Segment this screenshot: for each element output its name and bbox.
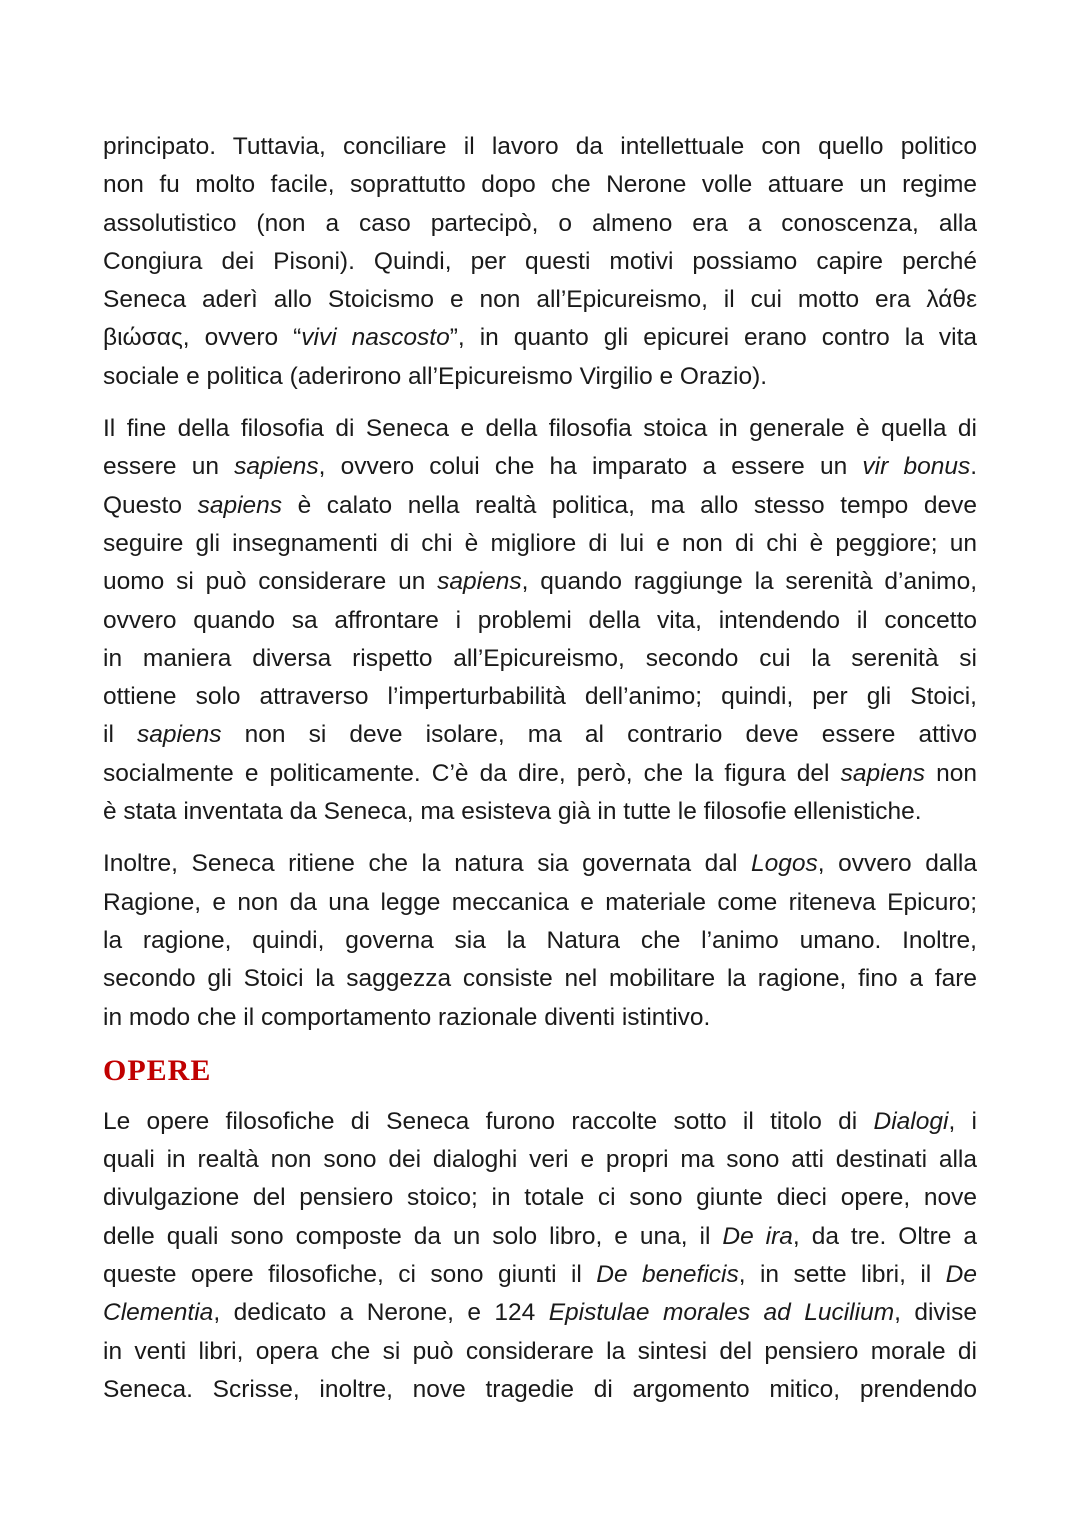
paragraph-sapiens [103,410,977,831]
italic-title: De ira [722,1222,793,1250]
italic-term: sapiens [137,721,222,749]
text-line: divulgazione del pensiero stoico; in totale ci sono giunte dieci opere, nove [103,1184,977,1212]
italic-term: vir bonus [862,453,971,481]
italic-title: Dialogi [873,1107,949,1135]
text-line: in venti libri, opera che si può considerare la sintesi del pensiero morale di [103,1337,977,1365]
italic-term: sapiens [197,491,283,519]
text-line: in modo che il comportamento razionale diventi istintivo. [103,1003,711,1031]
text-line: essere un sapiens, ovvero colui che ha imparato a essere un vir bonus. [103,453,978,481]
paragraph-logos [103,845,977,1036]
text-line: Le opere filosofiche di Seneca furono raccolte sotto il titolo di Dialogi, i [103,1107,977,1135]
text-line: secondo gli Stoici la saggezza consiste nel mobilitare la ragione, fino a fare [103,965,977,993]
text-line: ovvero quando sa affrontare i problemi della vita, intendendo il concetto [103,606,977,634]
italic-title: Epistulae morales ad Lucilium [548,1299,895,1327]
italic-title: De [945,1261,977,1289]
section-heading-opere: OPERE [103,1053,212,1087]
text-line: Seneca aderì allo Stoicismo e non all’Epicureismo, il cui motto era λάθε [103,286,977,314]
text-line: non fu molto facile, soprattutto dopo che Nerone volle attuare un regime [103,171,977,199]
italic-term: Logos [750,850,818,878]
text-line: il sapiens non si deve isolare, ma al contrario deve essere attivo [103,721,977,749]
text-line: sociale e politica (aderirono all’Epicureismo Virgilio e Orazio). [103,362,768,390]
italic-term: sapiens [437,568,522,596]
text-line: socialmente e politicamente. C’è da dire, però, che la figura del sapiens non [103,759,977,787]
document-page [103,128,977,1423]
text-line: la ragione, quindi, governa sia la Natura che l’animo umano. Inoltre, [103,926,977,954]
text-line: Inoltre, Seneca ritiene che la natura sia governata dal Logos, ovvero dalla [103,850,977,878]
text-line: assolutistico (non a caso partecipò, o almeno era a conoscenza, alla [103,209,977,237]
text-line: ottiene solo attraverso l’imperturbabilità dell’animo; quindi, per gli Stoici, [103,683,977,711]
text-line: delle quali sono composte da un solo libro, e una, il De ira, da tre. Oltre a [103,1222,977,1250]
text-line: Ragione, e non da una legge meccanica e materiale come riteneva Epicuro; [103,888,977,916]
italic-phrase: vivi nascosto [301,324,450,352]
text-line: quali in realtà non sono dei dialoghi veri e propri ma sono atti destinati alla [103,1146,977,1174]
text-line: βιώσας, ovvero “vivi nascosto”, in quanto gli epicurei erano contro la vita [103,324,977,352]
text-line: Il fine della filosofia di Seneca e della filosofia stoica in generale è quella di [103,415,977,443]
italic-title: De beneficis [596,1261,739,1289]
paragraph-works [103,1103,977,1409]
paragraph-stoicism-politics [103,128,977,396]
text-line: in maniera diversa rispetto all’Epicureismo, secondo cui la serenità si [103,644,977,672]
text-line: uomo si può considerare un sapiens, quando raggiunge la serenità d’animo, [103,568,978,596]
italic-term: sapiens [840,759,926,787]
text-line: è stata inventata da Seneca, ma esisteva già in tutte le filosofie ellenistiche. [103,798,922,826]
text-line: Seneca. Scrisse, inoltre, nove tragedie di argomento mitico, prendendo [103,1375,977,1403]
italic-term: sapiens [234,453,319,481]
italic-title: Clementia [103,1299,214,1327]
text-line: Congiura dei Pisoni). Quindi, per questi motivi possiamo capire perché [103,247,977,275]
text-line: Clementia, dedicato a Nerone, e 124 Epistulae morales ad Lucilium, divise [103,1299,977,1327]
text-line: queste opere filosofiche, ci sono giunti il De beneficis, in sette libri, il De [103,1261,977,1289]
text-line: Questo sapiens è calato nella realtà politica, ma allo stesso tempo deve [103,491,977,519]
text-line: seguire gli insegnamenti di chi è migliore di lui e non di chi è peggiore; un [103,529,977,557]
text-line: principato. Tuttavia, conciliare il lavoro da intellettuale con quello politico [103,133,977,160]
